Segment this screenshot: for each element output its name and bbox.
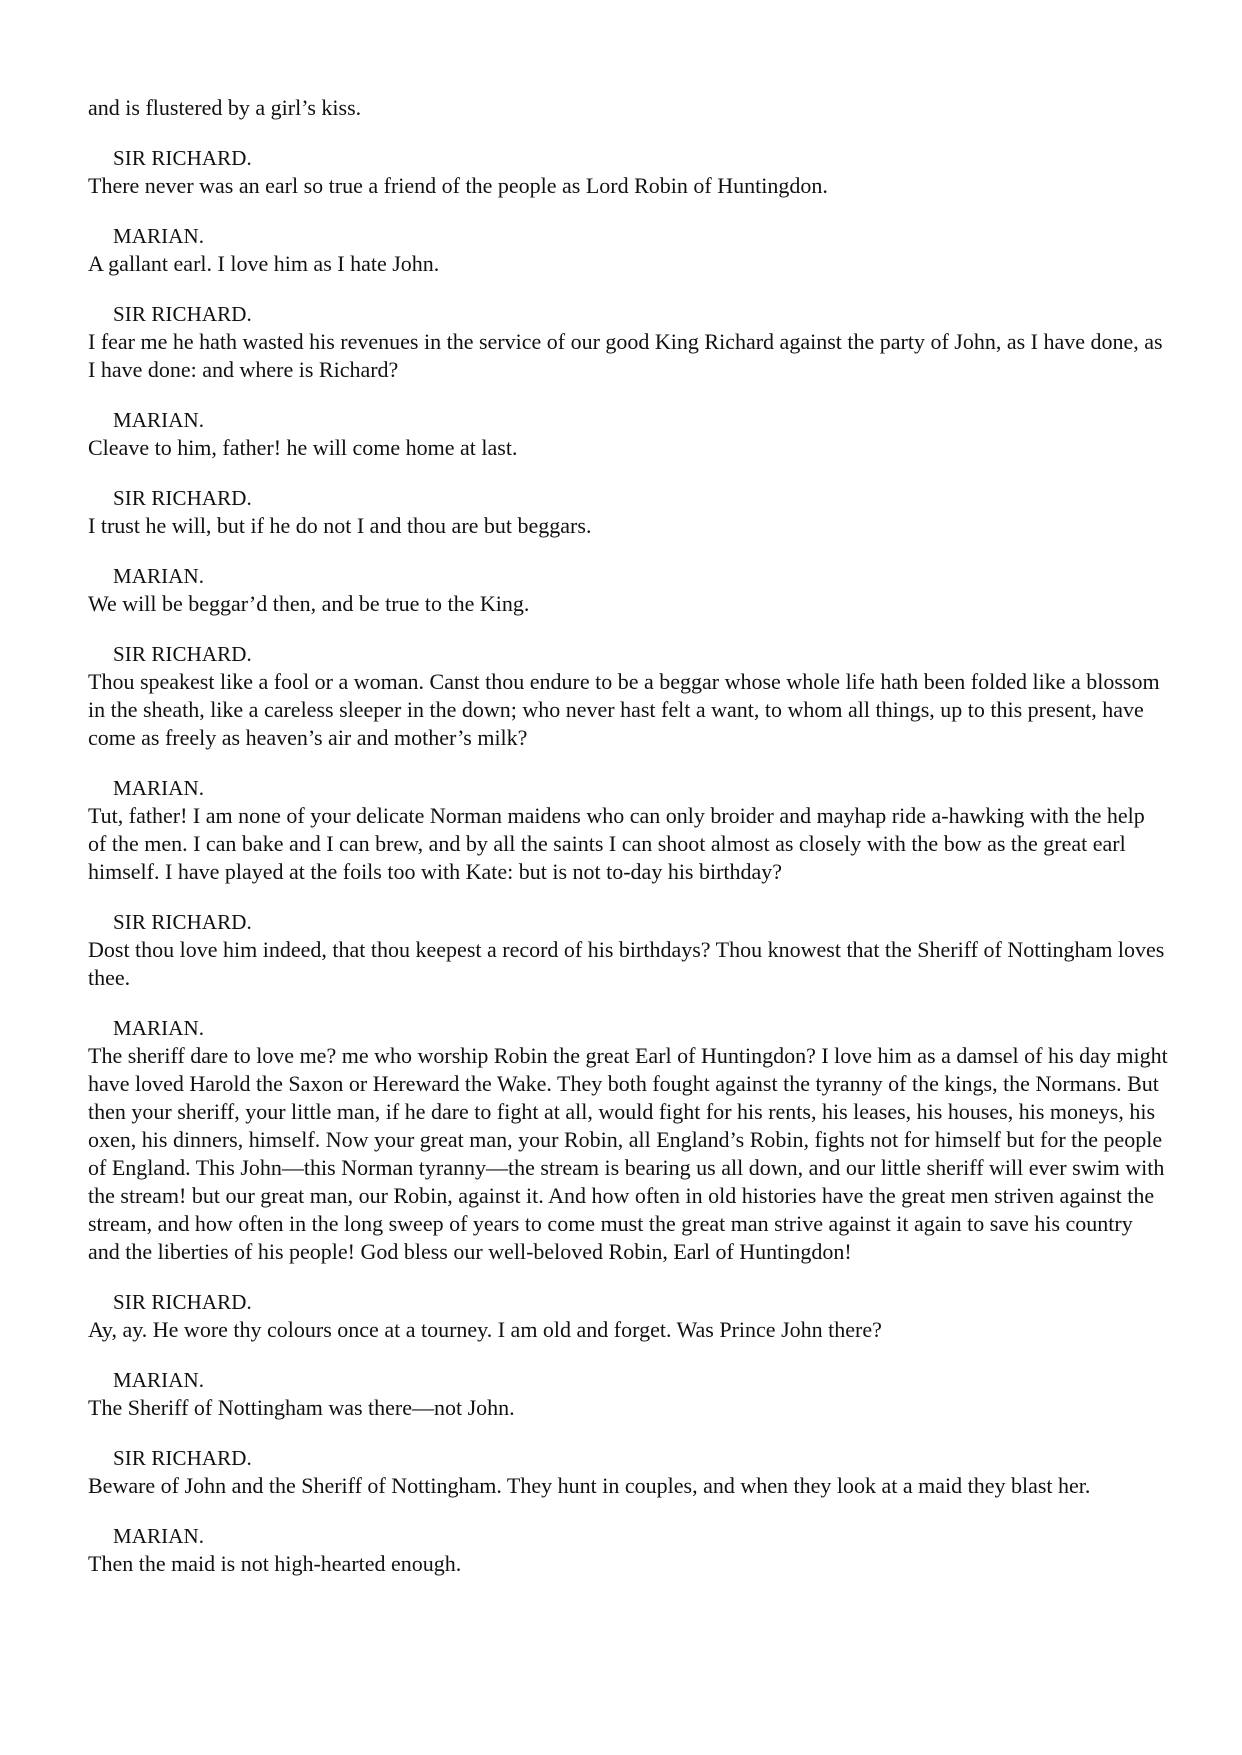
dialogue-turn xyxy=(88,484,1168,540)
dialogue-turn xyxy=(88,774,1168,886)
speaker-name: MARIAN. xyxy=(113,776,205,800)
dialogue-line: There never was an earl so true a friend of the people as Lord Robin of Huntingdon. xyxy=(88,173,828,198)
speaker-name: MARIAN. xyxy=(113,1016,205,1040)
dialogue-line: Ay, ay. He wore thy colours once at a tourney. I am old and forget. Was Prince John there? xyxy=(88,1317,882,1342)
dialogue-line: Beware of John and the Sheriff of Nottingham. They hunt in couples, and when they look at a maid they blast her. xyxy=(88,1473,1091,1498)
speaker-name: SIR RICHARD. xyxy=(113,1290,252,1314)
dialogue-line: Tut, father! I am none of your delicate Norman maidens who can only broider and mayhap ride a-hawking with the help of the men. I can bake and I can brew, and by all the saints I can shoot almost as closely with the bow as the great earl himself. I have played at the foils too with Kate: but is not to-day his birthday? xyxy=(88,803,1145,884)
speaker-name: MARIAN. xyxy=(113,408,205,432)
dialogue-line: The Sheriff of Nottingham was there—not John. xyxy=(88,1395,515,1420)
dialogue-turn xyxy=(88,1014,1168,1266)
dialogue-turn xyxy=(88,406,1168,462)
continued-line: and is flustered by a girl’s kiss. xyxy=(88,95,362,120)
dialogue-turn xyxy=(88,144,1168,200)
speaker-name: SIR RICHARD. xyxy=(113,146,252,170)
dialogue-line: Then the maid is not high-hearted enough. xyxy=(88,1551,462,1576)
dialogue-turn xyxy=(88,1522,1168,1578)
dialogue-turn xyxy=(88,1288,1168,1344)
play-page xyxy=(88,94,1168,1600)
speaker-name: SIR RICHARD. xyxy=(113,642,252,666)
speaker-name: SIR RICHARD. xyxy=(113,486,252,510)
speaker-name: MARIAN. xyxy=(113,564,205,588)
dialogue-turn xyxy=(88,222,1168,278)
dialogue-line: We will be beggar’d then, and be true to the King. xyxy=(88,591,530,616)
dialogue-line: A gallant earl. I love him as I hate John. xyxy=(88,251,440,276)
dialogue-line: I trust he will, but if he do not I and thou are but beggars. xyxy=(88,513,592,538)
dialogue-turn xyxy=(88,908,1168,992)
dialogue-line: Dost thou love him indeed, that thou keepest a record of his birthdays? Thou knowest that the Sheriff of Nottingham loves thee. xyxy=(88,937,1165,990)
speaker-name: SIR RICHARD. xyxy=(113,910,252,934)
speaker-name: MARIAN. xyxy=(113,1368,205,1392)
speaker-name: MARIAN. xyxy=(113,1524,205,1548)
dialogue-turn xyxy=(88,1444,1168,1500)
dialogue-turn xyxy=(88,640,1168,752)
speaker-name: MARIAN. xyxy=(113,224,205,248)
dialogue-line: Thou speakest like a fool or a woman. Canst thou endure to be a beggar whose whole life hath been folded like a blossom in the sheath, like a careless sleeper in the down; who never hast felt a want, to whom all things, up to this present, have come as freely as heaven’s air and mother’s milk? xyxy=(88,669,1160,750)
dialogue-turn xyxy=(88,1366,1168,1422)
speaker-name: SIR RICHARD. xyxy=(113,302,252,326)
speaker-name: SIR RICHARD. xyxy=(113,1446,252,1470)
dialogue-turn xyxy=(88,300,1168,384)
dialogue-turn xyxy=(88,562,1168,618)
dialogue-line: Cleave to him, father! he will come home at last. xyxy=(88,435,518,460)
dialogue-line: The sheriff dare to love me? me who worship Robin the great Earl of Huntingdon? I love him as a damsel of his day might have loved Harold the Saxon or Hereward the Wake. They both fought against the tyranny of the kings, the Normans. But then your sheriff, your little man, if he dare to fight at all, would fight for his rents, his leases, his houses, his moneys, his oxen, his dinners, himself. Now your great man, your Robin, all England’s Robin, fights not for himself but for the people of England. This John—this Norman tyranny—the stream is bearing us all down, and our little sheriff will ever swim with the stream! but our great man, our Robin, against it. And how often in old histories have the great men striven against the stream, and how often in the long sweep of years to come must the great man strive against it again to save his country and the liberties of his people! God bless our well-beloved Robin, Earl of Huntingdon! xyxy=(88,1043,1168,1264)
dialogue-line: I fear me he hath wasted his revenues in the service of our good King Richard against the party of John, as I have done, as I have done: and where is Richard? xyxy=(88,329,1163,382)
